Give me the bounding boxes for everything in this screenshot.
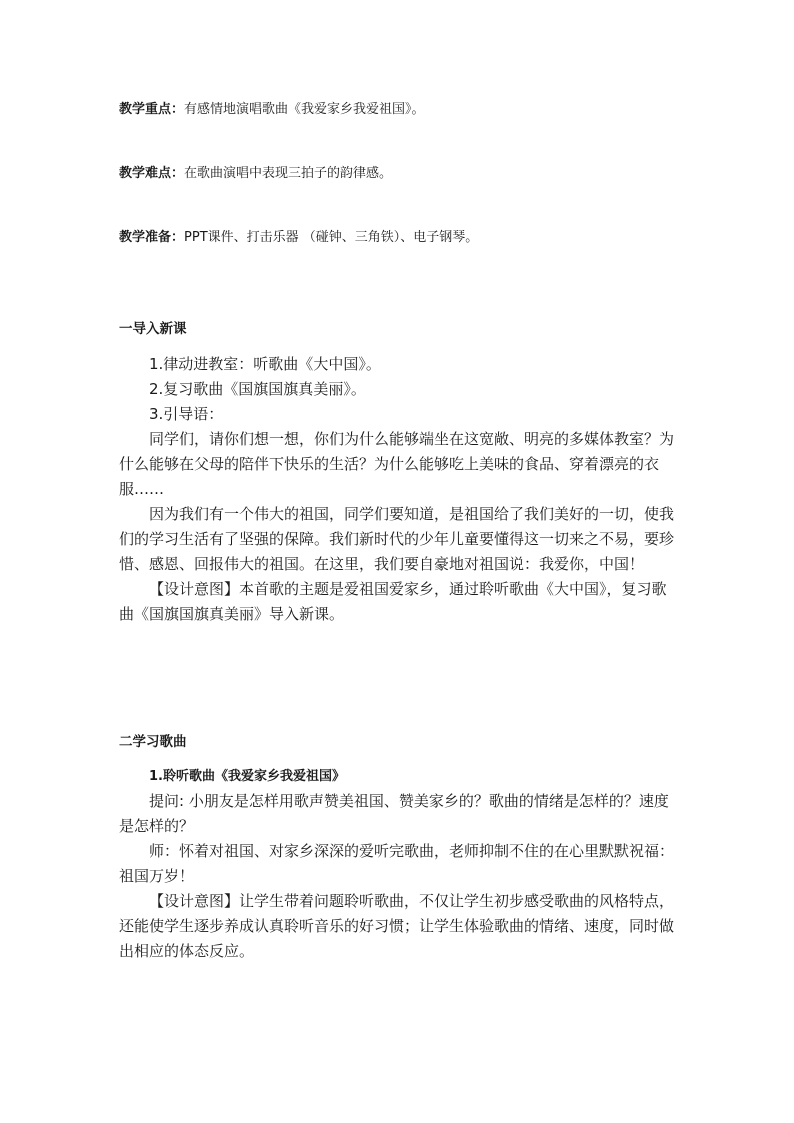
section1-heading: 一导入新课 (119, 321, 187, 337)
section1-item: 2.复习歌曲《国旗国旗真美丽》。 (149, 380, 366, 398)
teaching-difficulty (119, 165, 392, 183)
section2-heading: 二学习歌曲 (119, 734, 187, 750)
teaching-focus-text: 有感情地演唱歌曲《我爱家乡我爱祖国》。 (184, 102, 425, 117)
teaching-difficulty-label: 教学难点： (119, 166, 185, 181)
section2-item: 【设计意图】让学生带着问题聆听歌曲，不仅让学生初步感受歌曲的风格特点，还能使学生逐步养成认真聆听音乐的好习惯；让学生体验歌曲的情绪、速度，同时做出相应的体态反应。 (119, 892, 675, 960)
section2-item: 师：怀着对祖国、对家乡深深的爱听完歌曲，老师抑制不住的在心里默默祝福：祖国万岁！ (119, 842, 675, 885)
section1-item: 1.律动进教室：听歌曲《大中国》。 (149, 355, 381, 373)
teaching-preparation-text: PPT课件、打击乐器 （碰钟、三角铁）、电子钢琴。 (184, 230, 479, 245)
section1-body (119, 352, 679, 627)
section1-item: 3.引导语： (149, 405, 224, 423)
section1-item: 同学们，请你们想一想，你们为什么能够端坐在这宽敞、明亮的多媒体教室？为什么能够在父母的陪伴下快乐的生活？为什么能够吃上美味的食品、穿着漂亮的衣服…… (119, 430, 675, 498)
section1-item: 因为我们有一个伟大的祖国，同学们要知道，是祖国给了我们美好的一切，使我们的学习生活有了坚强的保障。我们新时代的少年儿童要懂得这一切来之不易，要珍惜、感恩、回报伟大的祖国。在这里，我们要自豪地对祖国说：我爱你，中国！ (119, 505, 675, 573)
teaching-preparation (119, 229, 478, 247)
section2-body (119, 764, 679, 964)
section1-item: 【设计意图】本首歌的主题是爱祖国爱家乡，通过聆听歌曲《大中国》，复习歌曲《国旗国旗真美丽》导入新课。 (119, 580, 667, 623)
teaching-focus (119, 101, 425, 119)
teaching-focus-label: 教学重点： (119, 102, 185, 117)
teaching-difficulty-text: 在歌曲演唱中表现三拍子的韵律感。 (184, 166, 393, 181)
teaching-preparation-label: 教学准备： (119, 230, 185, 245)
section2-subheading: 1.聆听歌曲《我爱家乡我爱祖国》 (149, 769, 345, 784)
section2-item: 提问: 小朋友是怎样用歌声赞美祖国、赞美家乡的？歌曲的情绪是怎样的？速度是怎样的？ (119, 792, 669, 835)
